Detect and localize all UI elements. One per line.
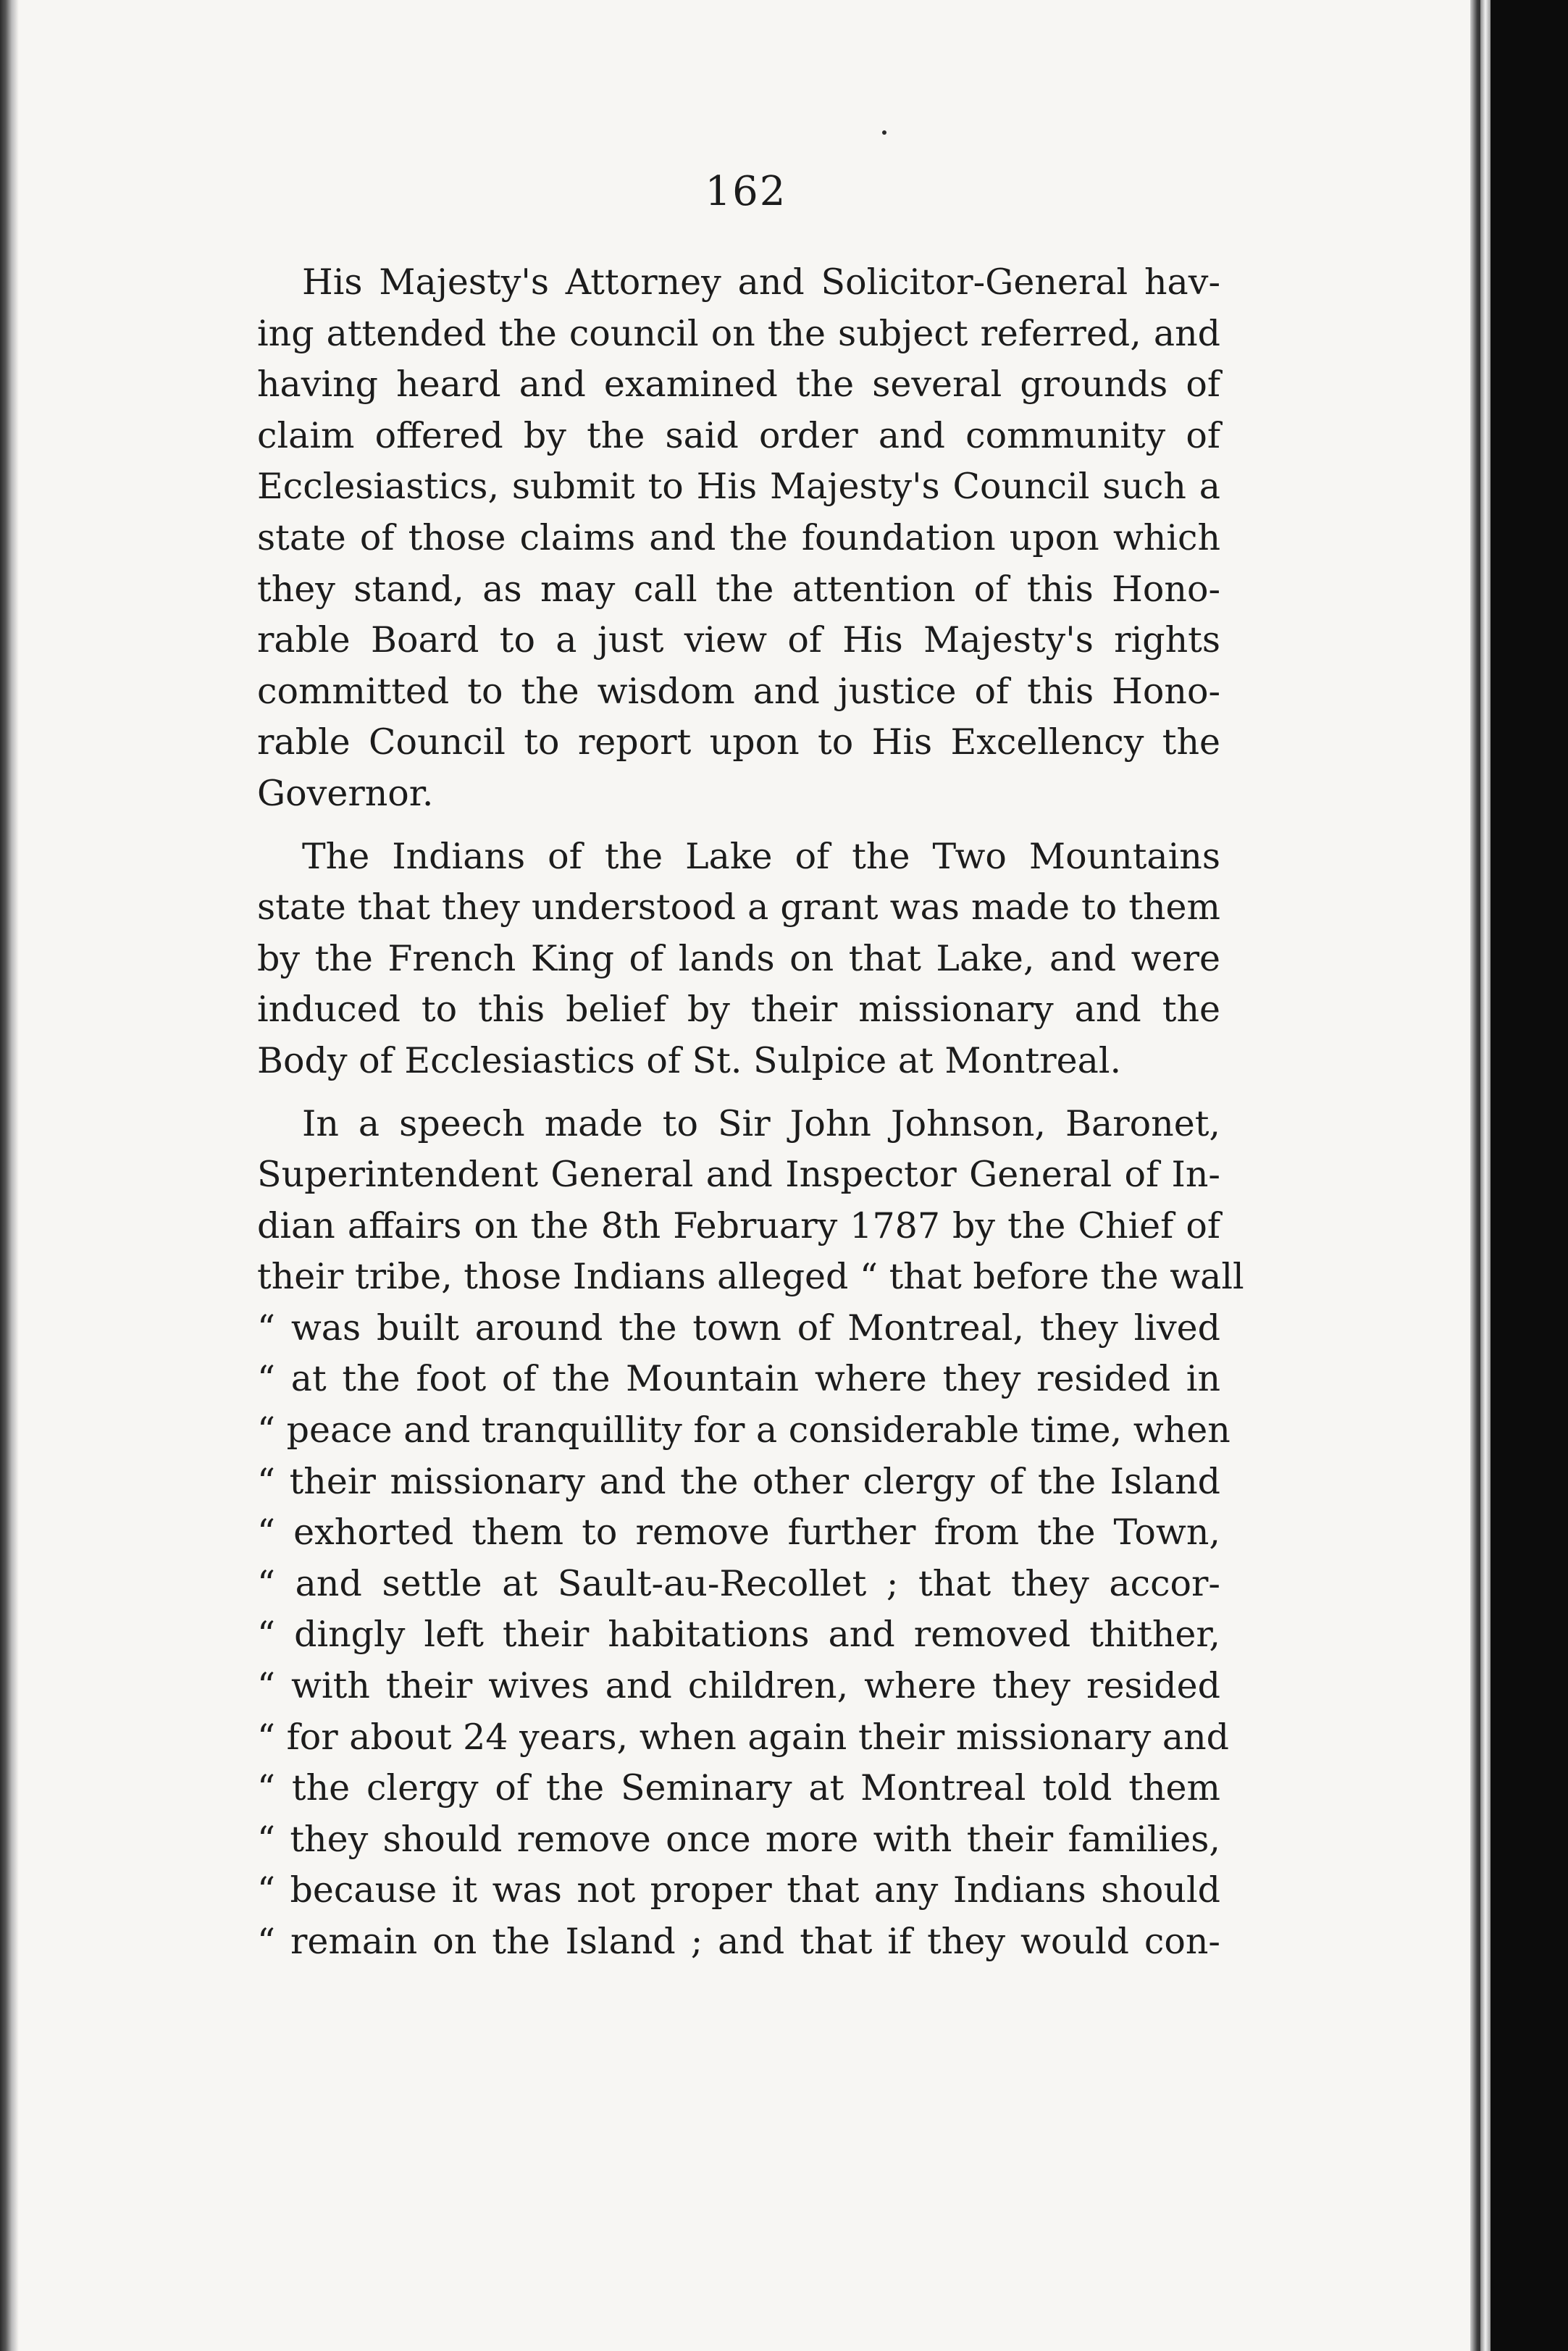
page-left-shadow (0, 0, 19, 2351)
text-line: committed to the wisdom and justice of this Hono- (257, 670, 1220, 712)
page-number: 162 (705, 168, 787, 215)
text-line: their tribe, those Indians alleged “ that before the wall (257, 1256, 1244, 1298)
text-line: “ their missionary and the other clergy of the Island (257, 1460, 1220, 1502)
text-line: The Indians of the Lake of the Two Mountains (302, 835, 1220, 877)
print-speck (882, 130, 886, 135)
paragraph-gap (257, 820, 1220, 831)
paragraph-gap (257, 1087, 1220, 1099)
text-line: rable Board to a just view of His Majesty's rights (257, 619, 1220, 661)
text-line: “ the clergy of the Seminary at Montreal told them (257, 1767, 1220, 1809)
text-line: state of those claims and the foundation upon which (257, 516, 1220, 558)
text-line: Body of Ecclesiastics of St. Sulpice at Montreal. (257, 1039, 1122, 1081)
text-line: having heard and examined the several grounds of (257, 364, 1220, 406)
text-line: they stand, as may call the attention of this Hono- (257, 568, 1220, 610)
text-line: “ because it was not proper that any Indians should (257, 1869, 1220, 1911)
text-line: by the French King of lands on that Lake, and were (257, 937, 1220, 979)
text-line: Ecclesiastics, submit to His Majesty's Council such a (257, 466, 1220, 508)
text-line: “ and settle at Sault-au-Recollet ; that they accor- (257, 1562, 1220, 1604)
text-line: “ remain on the Island ; and that if they would con- (257, 1921, 1220, 1962)
text-line: “ dingly left their habitations and removed thither, (257, 1614, 1220, 1656)
text-line: dian affairs on the 8th February 1787 by the Chief of (257, 1204, 1220, 1246)
text-line: rable Council to report upon to His Excellency the (257, 721, 1220, 763)
text-line: “ for about 24 years, when again their missionary and (257, 1716, 1230, 1758)
text-line: In a speech made to Sir John Johnson, Baronet, (302, 1102, 1220, 1144)
text-line: induced to this belief by their missionary and the (257, 989, 1220, 1031)
page-right-edge-highlight (1480, 0, 1491, 2351)
text-line: His Majesty's Attorney and Solicitor-General hav- (302, 261, 1220, 303)
text-line: state that they understood a grant was made to them (257, 887, 1220, 929)
text-line: “ peace and tranquillity for a considerable time, when (257, 1409, 1230, 1451)
text-line: ing attended the council on the subject referred, and (257, 312, 1220, 354)
text-line: “ was built around the town of Montreal, they lived (257, 1307, 1220, 1349)
body-text (257, 257, 1244, 1968)
text-line: Superintendent General and Inspector General of In- (257, 1154, 1220, 1196)
text-line: “ exhorted them to remove further from the Town, (257, 1512, 1220, 1554)
text-line: “ they should remove once more with their families, (257, 1818, 1220, 1860)
text-line: “ at the foot of the Mountain where they resided in (257, 1358, 1220, 1400)
text-line: claim offered by the said order and community of (257, 414, 1220, 456)
text-line: Governor. (257, 772, 434, 814)
text-line: “ with their wives and children, where they resided (257, 1665, 1220, 1707)
